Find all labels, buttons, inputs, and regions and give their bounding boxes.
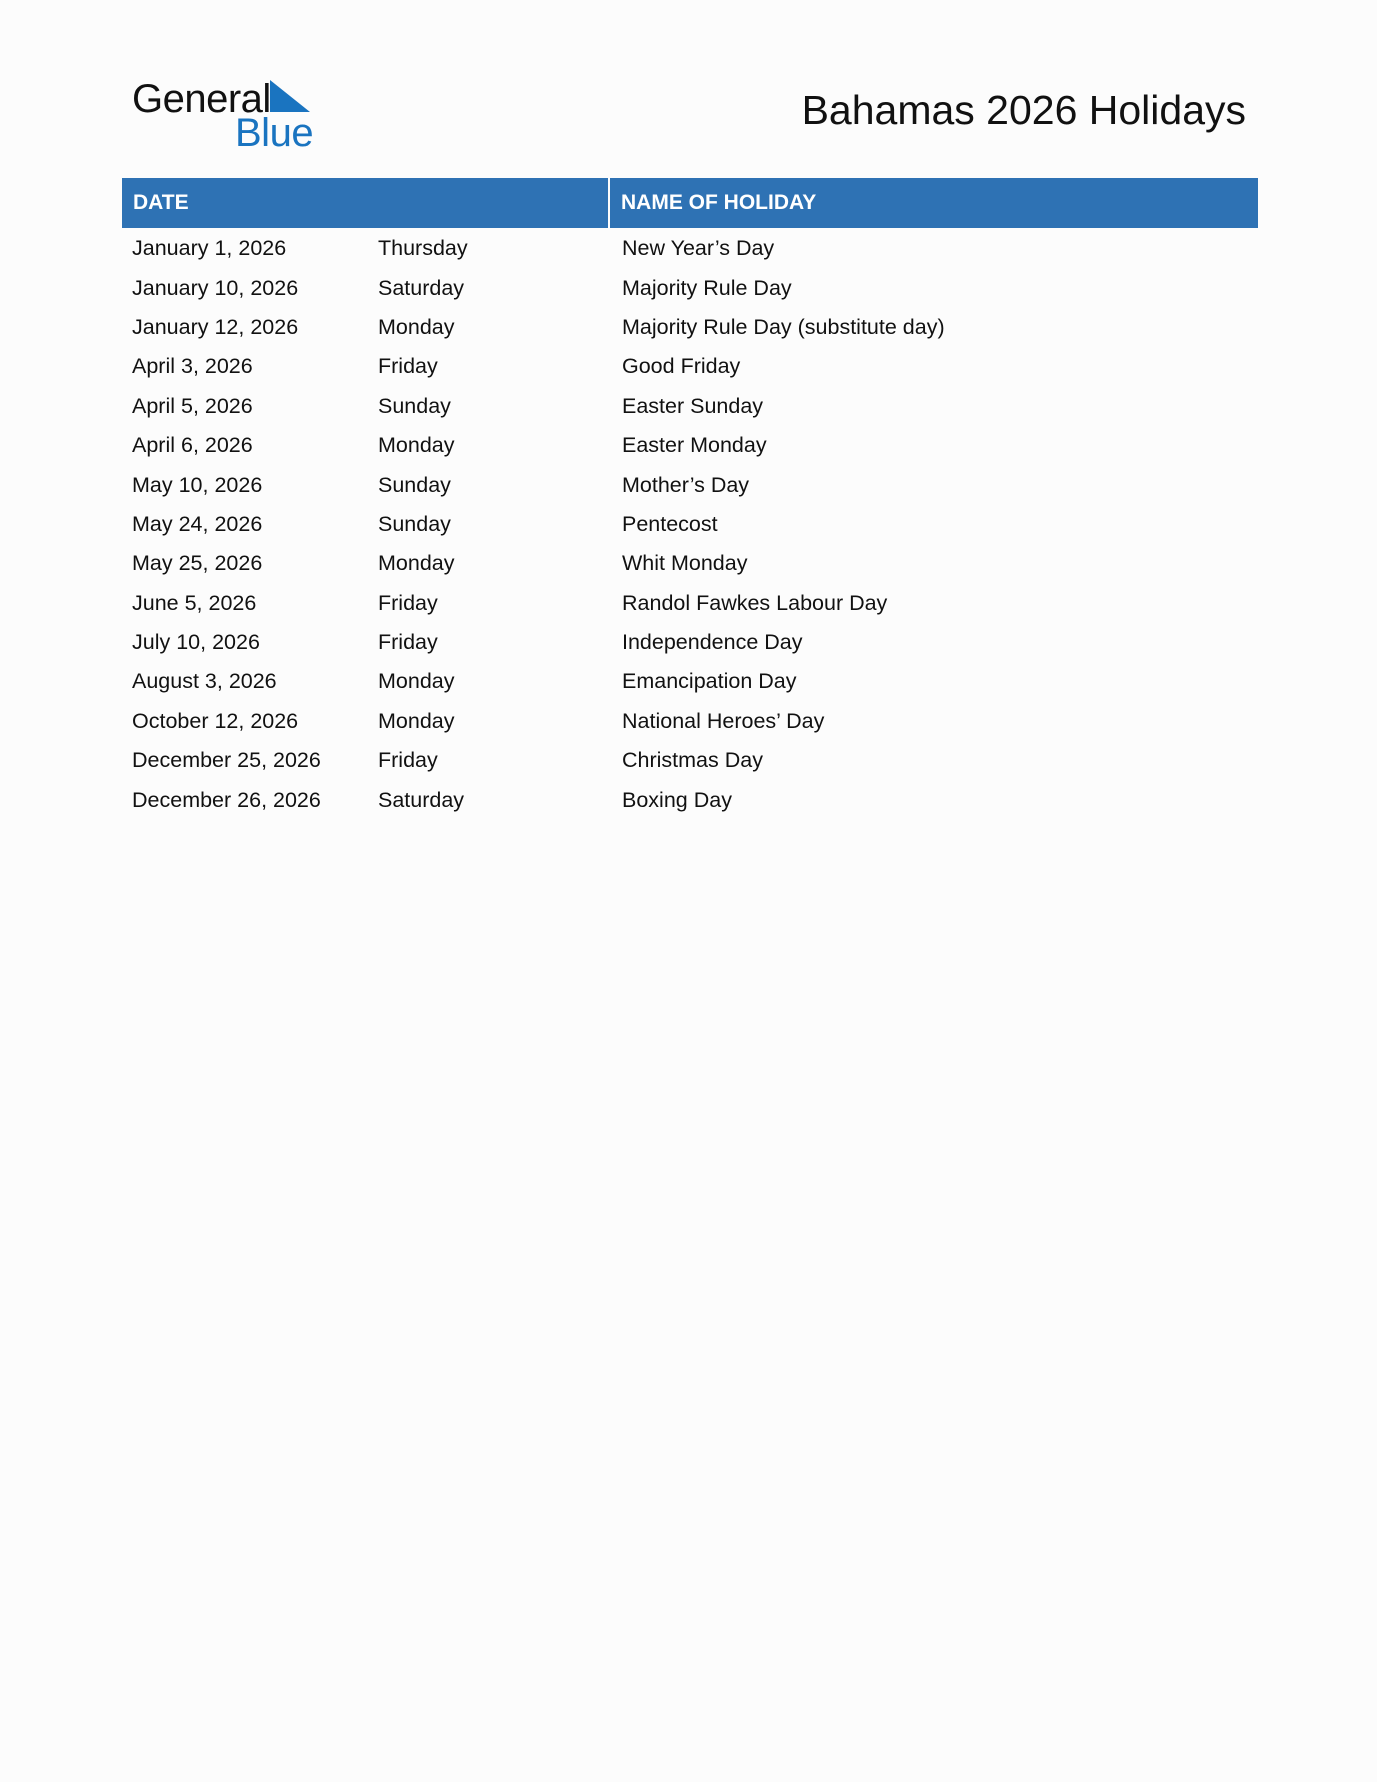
table-row (122, 465, 1258, 504)
column-header-date: DATE (122, 178, 608, 228)
holiday-date: May 25, 2026 (132, 551, 263, 576)
holiday-weekday: Thursday (378, 236, 468, 261)
holiday-weekday: Monday (378, 669, 455, 694)
holiday-weekday: Friday (378, 630, 438, 655)
holiday-date: January 10, 2026 (132, 275, 299, 300)
logo-word-general: General (132, 77, 271, 121)
holiday-weekday: Friday (378, 590, 438, 615)
holiday-name: Good Friday (622, 354, 741, 379)
table-row (122, 584, 1258, 623)
holiday-date: May 24, 2026 (132, 511, 263, 536)
logo-triangle-icon (270, 80, 310, 112)
holiday-date: April 5, 2026 (132, 393, 253, 418)
holidays-table (122, 178, 1258, 820)
holiday-weekday: Friday (378, 748, 438, 773)
table-header (122, 178, 1258, 228)
table-row (122, 347, 1258, 386)
holiday-name: New Year’s Day (622, 236, 775, 261)
holiday-date: January 1, 2026 (132, 236, 287, 261)
holiday-name: Randol Fawkes Labour Day (622, 590, 888, 615)
holiday-name: Mother’s Day (622, 472, 750, 497)
holiday-name: National Heroes’ Day (622, 708, 825, 733)
holiday-date: August 3, 2026 (132, 669, 277, 694)
holiday-name: Majority Rule Day (substitute day) (622, 314, 945, 339)
table-row (122, 741, 1258, 780)
holiday-name: Majority Rule Day (622, 275, 792, 300)
table-row (122, 702, 1258, 741)
holiday-name: Christmas Day (622, 748, 763, 773)
holiday-weekday: Monday (378, 314, 455, 339)
table-row (122, 544, 1258, 583)
table-row (122, 426, 1258, 465)
holiday-weekday: Monday (378, 433, 455, 458)
generalblue-logo (132, 76, 322, 155)
holiday-name: Pentecost (622, 511, 718, 536)
table-row (122, 308, 1258, 347)
holiday-weekday: Friday (378, 354, 438, 379)
holiday-name: Emancipation Day (622, 669, 797, 694)
holiday-weekday: Sunday (378, 472, 451, 497)
holiday-date: May 10, 2026 (132, 472, 263, 497)
holiday-date: April 6, 2026 (132, 433, 253, 458)
holiday-weekday: Sunday (378, 393, 451, 418)
holiday-name: Independence Day (622, 630, 803, 655)
holiday-weekday: Sunday (378, 511, 451, 536)
column-header-holiday-name: NAME OF HOLIDAY (610, 178, 1258, 228)
holiday-name: Boxing Day (622, 787, 732, 812)
table-row (122, 387, 1258, 426)
holiday-weekday: Monday (378, 708, 455, 733)
holiday-date: April 3, 2026 (132, 354, 253, 379)
holiday-weekday: Monday (378, 551, 455, 576)
holiday-name: Whit Monday (622, 551, 748, 576)
holiday-date: June 5, 2026 (132, 590, 257, 615)
holiday-date: January 12, 2026 (132, 314, 299, 339)
table-row (122, 780, 1258, 819)
logo-word-blue: Blue (235, 111, 314, 155)
holiday-date: October 12, 2026 (132, 708, 299, 733)
table-row (122, 623, 1258, 662)
table-row (122, 505, 1258, 544)
holiday-date: December 26, 2026 (132, 787, 321, 812)
table-row (122, 268, 1258, 307)
table-row (122, 229, 1258, 268)
holiday-name: Easter Sunday (622, 393, 764, 418)
holiday-name: Easter Monday (622, 433, 767, 458)
table-body (122, 228, 1258, 820)
holiday-weekday: Saturday (378, 275, 465, 300)
holiday-date: July 10, 2026 (132, 630, 260, 655)
holiday-date: December 25, 2026 (132, 748, 321, 773)
holiday-weekday: Saturday (378, 787, 465, 812)
table-row (122, 662, 1258, 701)
page-title: Bahamas 2026 Holidays (801, 87, 1246, 133)
